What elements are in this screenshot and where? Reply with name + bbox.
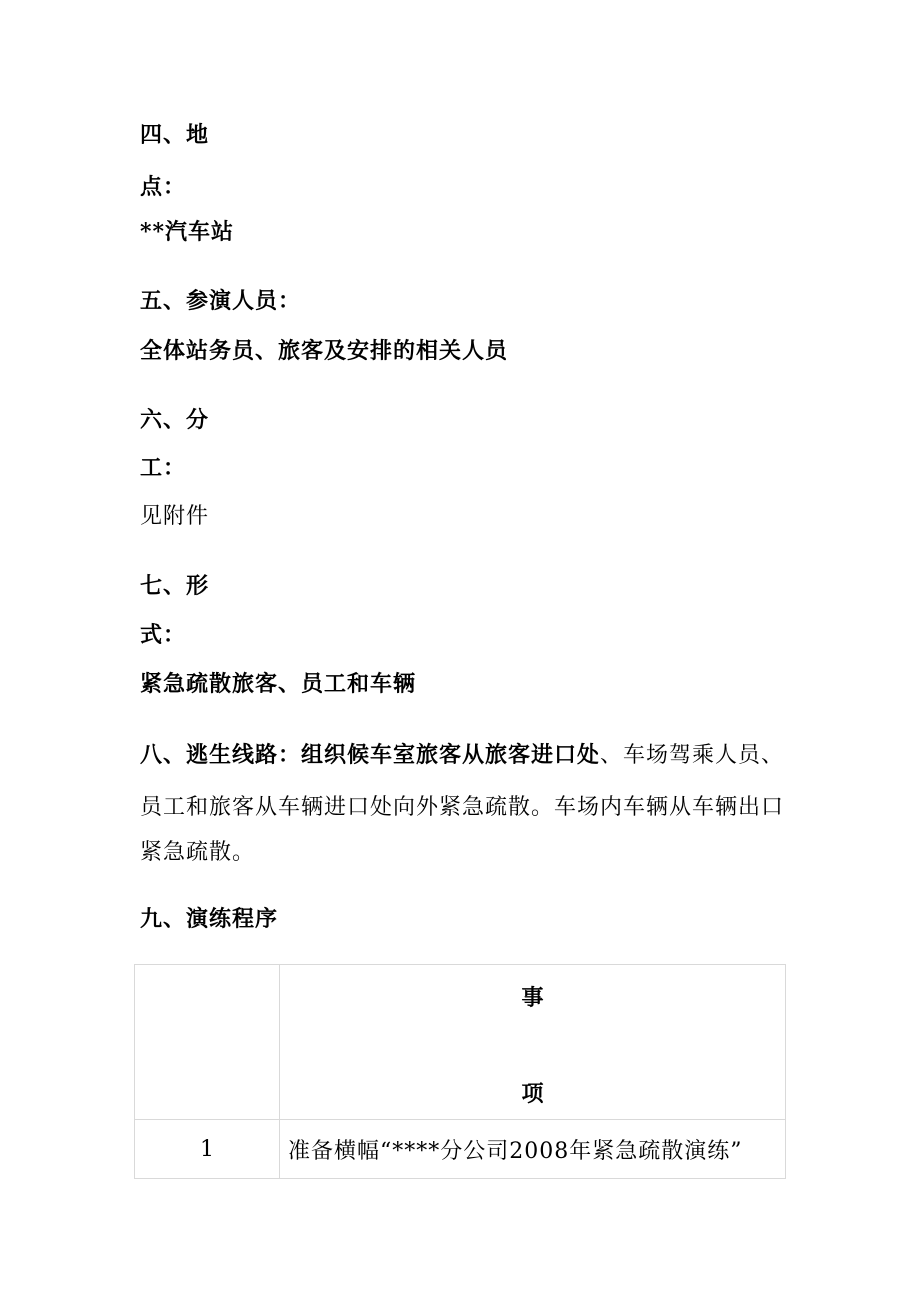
section-4-title-part1: 四、地 bbox=[140, 122, 210, 148]
section-8-line-3: 紧急疏散。 bbox=[140, 840, 256, 865]
section-5-participants: 全体站务员、旅客及安排的相关人员 bbox=[140, 338, 509, 364]
section-8-line-1 bbox=[140, 738, 784, 769]
section-8-bold-text: 组织候车室旅客从旅客进口处 bbox=[301, 742, 601, 768]
section-7-title-part1: 七、形 bbox=[140, 573, 210, 599]
table-header-char-1: 事 bbox=[521, 985, 544, 1011]
section-6-title-part1: 六、分 bbox=[140, 407, 210, 433]
drill-procedure-table bbox=[134, 964, 786, 1179]
table-header-row bbox=[135, 965, 786, 1120]
table-header-index-cell bbox=[135, 965, 280, 1120]
section-4-location: **汽车站 bbox=[140, 219, 235, 245]
section-8-line-1-rest: 、车场驾乘人员、 bbox=[600, 743, 785, 768]
section-8-label: 八、逃生线路： bbox=[140, 742, 302, 768]
section-4-title-part2: 点： bbox=[140, 174, 187, 200]
section-8-line-2: 员工和旅客从车辆进口处向外紧急疏散。车场内车辆从车辆出口 bbox=[140, 795, 785, 820]
table-header-char-2: 项 bbox=[521, 1081, 544, 1107]
table-row bbox=[135, 1120, 786, 1179]
section-6-title-part2: 工： bbox=[140, 455, 187, 481]
section-7-form: 紧急疏散旅客、员工和车辆 bbox=[140, 671, 417, 697]
section-6-division: 见附件 bbox=[140, 504, 210, 529]
section-9-title: 九、演练程序 bbox=[140, 906, 279, 932]
section-7-title-part2: 式： bbox=[140, 622, 187, 648]
table-row-item: 准备横幅“****分公司2008年紧急疏散演练” bbox=[280, 1120, 786, 1179]
table-header-item-cell bbox=[280, 965, 786, 1120]
table-row-number: 1 bbox=[135, 1120, 280, 1179]
section-5-title: 五、参演人员： bbox=[140, 288, 302, 314]
